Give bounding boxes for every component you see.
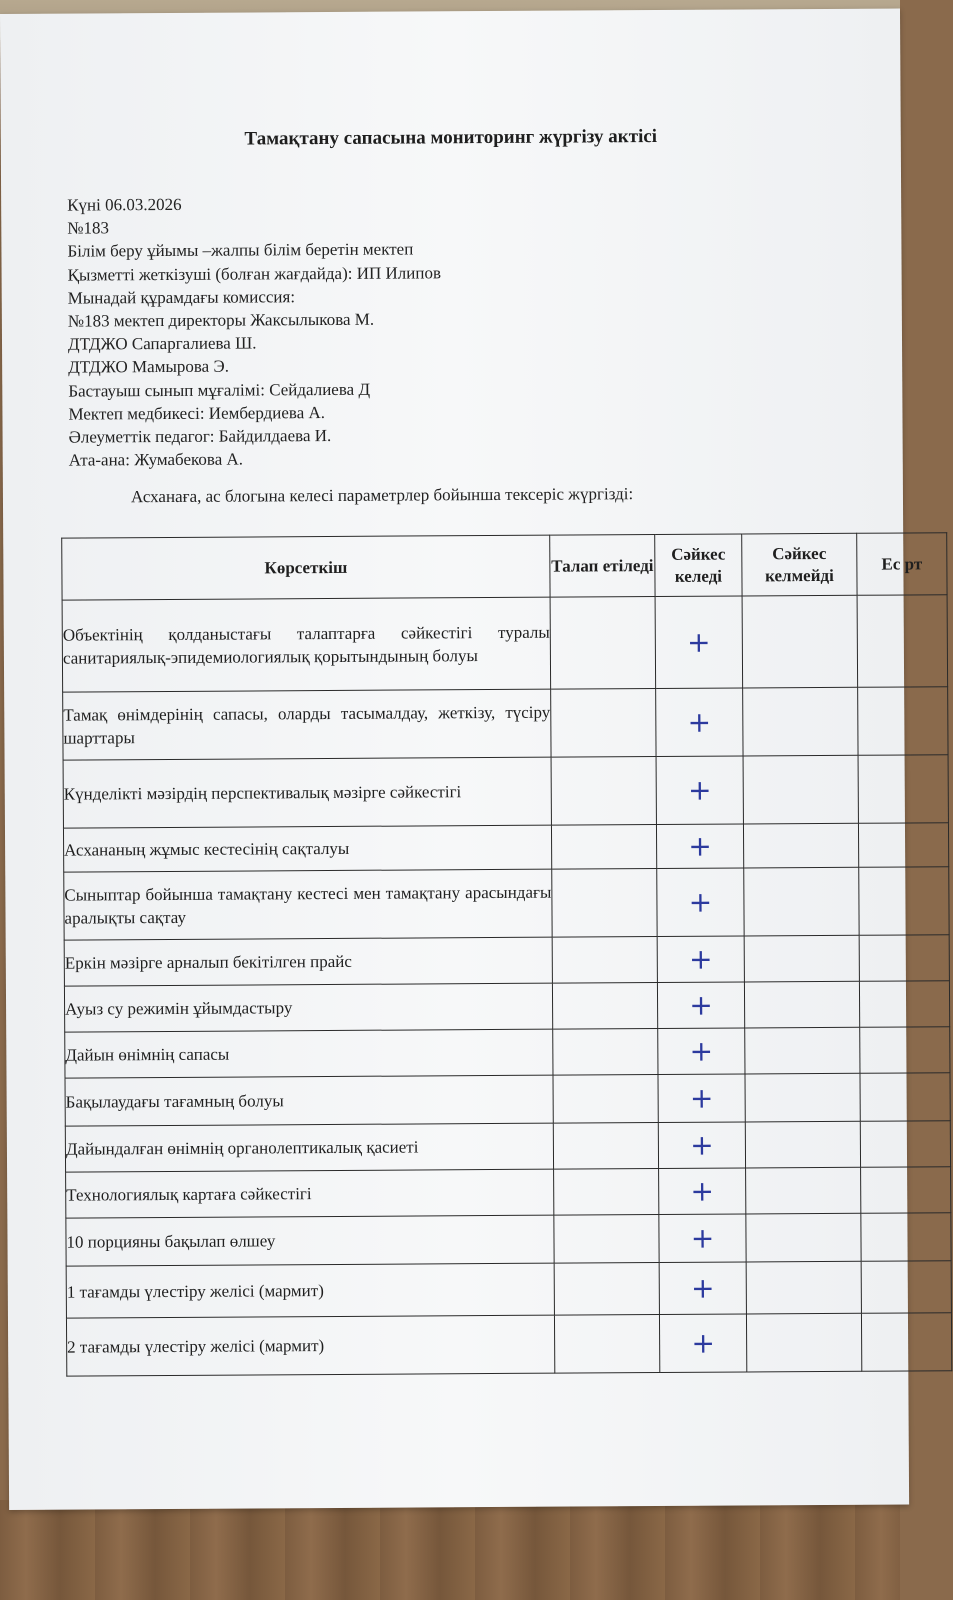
desk-background-bottom <box>0 1500 900 1600</box>
table-row <box>66 1167 951 1218</box>
inspection-table <box>61 532 952 1376</box>
note-cell <box>860 1027 950 1074</box>
meta-commission-member: №183 мектеп директоры Жаксылыкова М. <box>67 309 375 331</box>
indicator-cell: Объектінің қолданыстағы талаптарға сәйкестігі туралы санитариялық-эпидемиологиялық қорытындының болуы <box>62 597 551 692</box>
compliant-mark: + <box>657 868 744 937</box>
required-cell <box>553 1075 658 1124</box>
indicator-cell: Дайындалған өнімнің органолептикалық қасиеті <box>65 1123 553 1172</box>
noncompliant-cell <box>746 1313 861 1372</box>
compliant-mark: + <box>658 1028 745 1075</box>
required-cell <box>554 1168 659 1215</box>
note-cell <box>859 935 949 982</box>
note-cell <box>858 755 948 824</box>
noncompliant-cell <box>745 1121 860 1168</box>
table-header-row <box>62 533 947 600</box>
noncompliant-cell <box>746 1261 861 1314</box>
compliant-mark: + <box>656 688 743 757</box>
note-cell <box>860 1073 950 1122</box>
noncompliant-cell <box>746 1167 861 1214</box>
noncompliant-cell <box>744 867 859 936</box>
header-noncompliant: Сәйкес келмейді <box>742 533 857 596</box>
indicator-cell: Күнделікті мәзірдің перспективалық мәзірге сәйкестігі <box>63 757 551 828</box>
note-cell <box>858 687 948 756</box>
inspection-intro: Асханаға, ас блогына келесі параметрлер бойынша тексеріс жүргізді: <box>130 484 634 507</box>
table-row <box>65 1121 950 1172</box>
noncompliant-cell <box>745 1027 860 1074</box>
header-required: Талап етіледі <box>550 535 655 598</box>
required-cell <box>552 937 657 984</box>
header-compliant: Сәйкес келеді <box>655 534 742 597</box>
table-row <box>64 867 949 940</box>
indicator-cell: Сыныптар бойынша тамақтану кестесі мен тамақтану арасындағы аралықты сақтау <box>64 869 552 940</box>
note-cell <box>861 1313 951 1372</box>
note-cell <box>861 1261 951 1314</box>
indicator-cell: Дайын өнімнің сапасы <box>65 1029 553 1078</box>
meta-commission-member: Бастауыш сынып мұғалімі: Сейдалиева Д <box>68 379 371 401</box>
note-cell <box>859 981 949 1028</box>
document-page <box>0 9 923 1510</box>
meta-supplier: Қызметті жеткізуші (болған жағдайда): ИП Илипов <box>67 262 442 285</box>
table-row <box>63 687 948 760</box>
required-cell <box>551 825 656 870</box>
document-title: Тамақтану сапасына мониторинг жүргізу актісі <box>244 125 658 150</box>
note-cell <box>861 1213 951 1262</box>
indicator-cell: Технологиялық картаға сәйкестігі <box>66 1169 554 1218</box>
document-meta <box>67 189 869 472</box>
required-cell <box>552 869 657 938</box>
meta-commission-member: Әлеуметтік педагог: Байдилдаева И. <box>68 426 332 447</box>
indicator-cell: 2 тағамды үлестіру желісі (мармит) <box>66 1315 554 1376</box>
table-row <box>66 1313 951 1376</box>
table-row <box>64 935 949 986</box>
indicator-cell: 1 тағамды үлестіру желісі (мармит) <box>66 1263 554 1318</box>
compliant-mark: + <box>656 756 743 825</box>
noncompliant-cell <box>743 755 858 824</box>
indicator-cell: Асхананың жұмыс кестесінің сақталуы <box>63 825 551 872</box>
meta-commission-member: ДТДЖО Сапаргалиева Ш. <box>67 333 257 354</box>
table-row <box>66 1261 951 1318</box>
header-note: Ес рт <box>857 533 947 596</box>
compliant-mark: + <box>658 1122 745 1169</box>
table-row <box>65 1073 950 1126</box>
indicator-cell: Тамақ өнімдерінің сапасы, оларды тасымалдау, жеткізу, түсіру шарттары <box>63 689 551 760</box>
meta-commission-heading: Мынадай құрамдағы комиссия: <box>67 287 296 308</box>
compliant-mark: + <box>657 982 744 1029</box>
meta-commission-member: ДТДЖО Мамырова Э. <box>68 357 229 378</box>
required-cell <box>554 1214 659 1263</box>
compliant-mark: + <box>659 1214 746 1263</box>
meta-date: Күні 06.03.2026 <box>67 194 182 215</box>
noncompliant-cell <box>746 1213 861 1262</box>
note-cell <box>858 823 948 868</box>
required-cell <box>551 757 656 826</box>
indicator-cell: Ауыз су режимін ұйымдастыру <box>64 983 552 1032</box>
required-cell <box>554 1314 659 1373</box>
table-row <box>63 755 948 828</box>
required-cell <box>553 1122 658 1169</box>
note-cell <box>861 1167 951 1214</box>
required-cell <box>551 689 656 758</box>
indicator-cell: Еркін мәзірге арналып бекітілген прайс <box>64 937 552 986</box>
table-row <box>64 981 949 1032</box>
compliant-mark: + <box>657 936 744 983</box>
required-cell <box>552 983 657 1030</box>
required-cell <box>554 1262 659 1315</box>
compliant-mark: + <box>659 1262 746 1315</box>
note-cell <box>860 1121 950 1168</box>
table-row <box>66 1213 951 1266</box>
compliant-mark: + <box>655 596 743 689</box>
note-cell <box>859 867 949 936</box>
compliant-mark: + <box>658 1074 745 1123</box>
meta-number: №183 <box>67 218 110 238</box>
required-cell <box>550 597 656 690</box>
noncompliant-cell <box>744 935 859 982</box>
meta-organization: Білім беру ұйымы –жалпы білім беретін мектеп <box>67 239 414 261</box>
noncompliant-cell <box>745 1073 860 1122</box>
required-cell <box>553 1029 658 1076</box>
meta-commission-member: Мектеп медбикесі: Иембердиева А. <box>68 402 326 424</box>
noncompliant-cell <box>743 687 858 756</box>
table-row <box>65 1027 950 1078</box>
noncompliant-cell <box>743 823 858 868</box>
compliant-mark: + <box>659 1168 746 1215</box>
noncompliant-cell <box>744 981 859 1028</box>
header-indicator: Көрсеткіш <box>62 535 550 600</box>
indicator-cell: 10 порцияны бақылап өлшеу <box>66 1215 554 1266</box>
note-cell <box>857 595 948 688</box>
meta-commission-member: Ата-ана: Жумабекова А. <box>68 449 244 470</box>
compliant-mark: + <box>659 1314 746 1373</box>
noncompliant-cell <box>742 595 858 688</box>
compliant-mark: + <box>656 824 743 869</box>
indicator-cell: Бақылаудағы тағамның болуы <box>65 1075 553 1126</box>
table-row <box>63 823 948 872</box>
table-row <box>62 595 948 692</box>
